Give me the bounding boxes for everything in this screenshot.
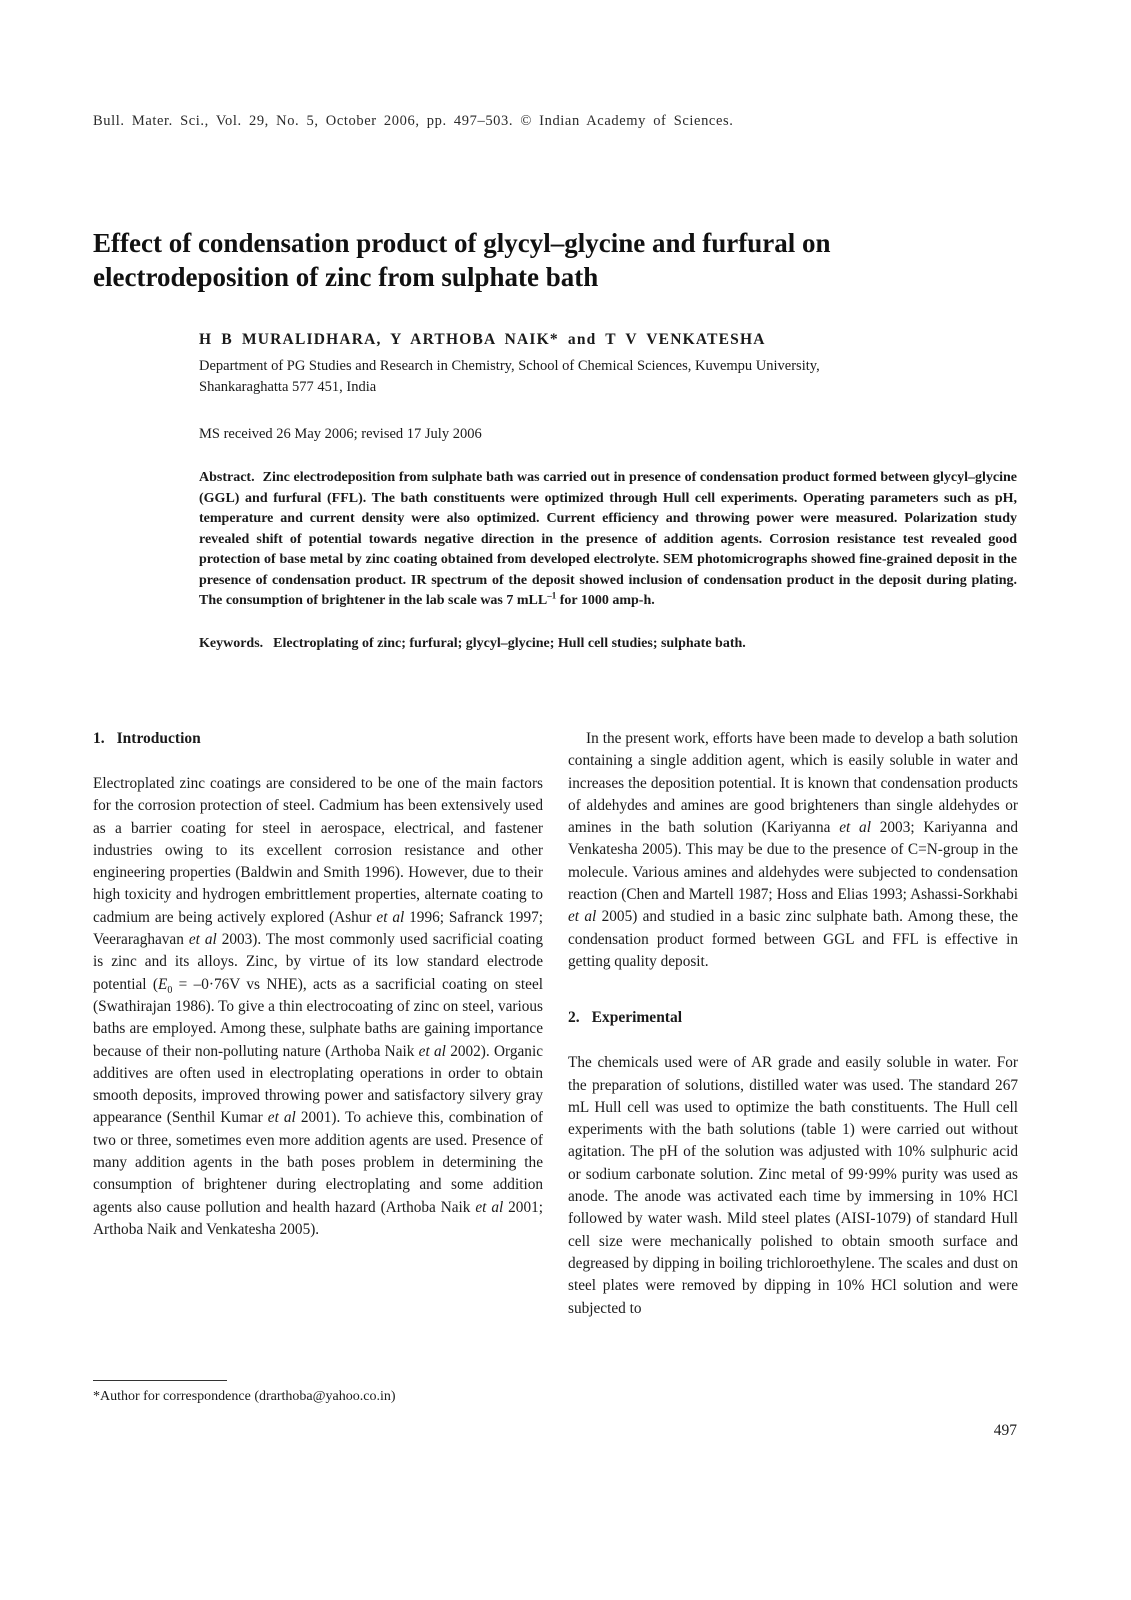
abstract [199,468,1017,612]
author-list: H B MURALIDHARA, Y ARTHOBA NAIK* and T V VENKATESHA [199,331,766,348]
footnote-rule [93,1380,227,1381]
front-matter [199,330,1017,654]
page-number: 497 [993,1422,1017,1439]
experimental-paragraph: The chemicals used were of AR grade and easily soluble in water. For the preparation of solutions, distilled water was used. The standard 267 mL Hull cell was used to optimize the bath constituents. The Hull cell experiments with the bath solutions (table 1) were carried out without agitation. The pH of the solution was adjusted with 10% sulphuric acid or sodium carbonate solution. Zinc metal of 99·99% purity was used as anode. The anode was activated each time by immersing in 10% HCl followed by water wash. Mild steel plates (AISI-1079) of standard Hull cell size were mechanically polished to obtain smooth surface and degreased by dipping in boiling trichloroethylene. The scales and dust on steel plates were removed by dipping in 10% HCl solution and were subjected to [568,1054,1018,1317]
text-run: = –0·76V vs NHE), acts as a sacrificial coating on steel (Swathirajan 1986). To give a thin electrocoating of zinc on steel, various baths are employed. Among these, sulphate baths are gaining importance because of their non-polluting nature (Arthoba Naik [93,975,543,1060]
received-dates: MS received 26 May 2006; revised 17 July 2006 [199,426,482,442]
et-al: et al [568,908,597,926]
abstract-text: Zinc electrodeposition from sulphate bath was carried out in presence of condensation product formed between glycyl–glycine (GGL) and furfural (FFL). The bath constituents were optimized through Hull cell experiments. Operating parameters such as pH, temperature and current density were also optimized. Current efficiency and throwing power were measured. Polarization study revealed shift of potential towards negative direction in the presence of addition agents. Corrosion resistance test revealed good protection of base metal by zinc coating obtained from developed electrolyte. SEM photomicrographs showed fine-grained deposit in the presence of condensation product. IR spectrum of the deposit showed inclusion of condensation product in the deposit during plating. The consumption of brightener in the lab scale was 7 mLL [199,470,1017,608]
affiliation-line-1: Department of PG Studies and Research in Chemistry, School of Chemical Sciences, Kuvempu University, [199,358,820,374]
et-al: et al [475,1198,504,1216]
et-al: et al [267,1109,296,1127]
text-run: 2003). The most commonly used sacrificial coating is zinc and its alloys. Zinc, by virtue of its low standard electrode potential ( [93,931,543,993]
keywords [199,634,1017,654]
right-column [568,728,1018,1320]
et-al: et al [188,931,217,949]
section-title: Experimental [591,1009,683,1027]
abstract-text-end: for 1000 amp-h. [556,593,655,608]
section-number: 2. [568,1009,580,1027]
et-al: et al [839,819,871,837]
text-run: 2005) and studied in a basic zinc sulphate bath. Among these, the condensation product formed between GGL and FFL is effective in getting quality deposit. [568,908,1019,970]
introduction-paragraph [93,773,543,1241]
keywords-label: Keywords. [199,635,264,651]
correspondence-footnote: *Author for correspondence (drarthoba@yahoo.co.in) [93,1389,396,1404]
affiliation [199,356,1017,398]
text-run: Electroplated zinc coatings are considered to be one of the main factors for the corrosion protection of steel. Cadmium has been extensively used as a barrier coating for steel in aerospace, electrical, and fastener industries owing to its excellent corrosion resistance and other engineering properties (Baldwin and Smith 1996). However, due to their high toxicity and hydrogen embrittlement properties, alternate coating to cadmium are being actively explored (Ashur [93,775,543,926]
title-line-1: Effect of condensation product of glycyl–glycine and furfural on [93,228,831,258]
et-al: et al [376,908,405,926]
text-run: 2001; Arthoba Naik and Venkatesha 2005). [93,1198,543,1238]
et-al: et al [418,1042,446,1060]
abstract-label: Abstract. [199,470,255,485]
text-run: 2002). Organic additives are often used in electroplating operations in order to obtain smooth deposits, improved throwing power and satisfactory silvery gray appearance (Senthil Kumar [93,1042,543,1127]
section-heading-introduction [93,728,543,750]
left-column [93,728,543,1241]
potential-subscript: 0 [167,984,173,996]
abstract-superscript: –1 [547,590,557,601]
section-title: Introduction [116,730,201,747]
text-run: 2003; Kariyanna and Venkatesha 2005). This may be due to the presence of C=N-group in the molecule. Various amines and aldehydes were subjected to condensation reaction (Chen and Martell 1987; Hoss and Elias 1993; Ashassi-Sorkhabi [568,819,1019,904]
affiliation-line-2: Shankaraghatta 577 451, India [199,379,377,395]
text-run: 1996; Safranck 1997; Veeraraghavan [93,908,543,949]
potential-symbol: E [157,975,168,993]
section-heading-experimental [568,1007,1018,1029]
article-title [93,226,1053,294]
keywords-text: Electroplating of zinc; furfural; glycyl–glycine; Hull cell studies; sulphate bath. [273,635,746,651]
text-run: 2001). To achieve this, combination of two or three, sometimes even more addition agents are used. Presence of many addition agents in the bath poses problem in determining the consumption of brightener during electroplating and some addition agents also cause pollution and health hazard (Arthoba Naik [93,1109,543,1216]
introduction-paragraph-2 [568,728,1018,973]
journal-citation: Bull. Mater. Sci., Vol. 29, No. 5, October 2006, pp. 497–503. © Indian Academy of Sciences. [93,113,734,129]
title-line-2: electrodeposition of zinc from sulphate bath [93,262,599,292]
text-run: In the present work, efforts have been made to develop a bath solution containing a single addition agent, which is easily soluble in water and increases the deposition potential. It is known that condensation products of aldehydes and amines are good brighteners than single aldehydes or amines in the bath solution (Kariyanna [568,730,1018,837]
section-number: 1. [93,730,105,747]
